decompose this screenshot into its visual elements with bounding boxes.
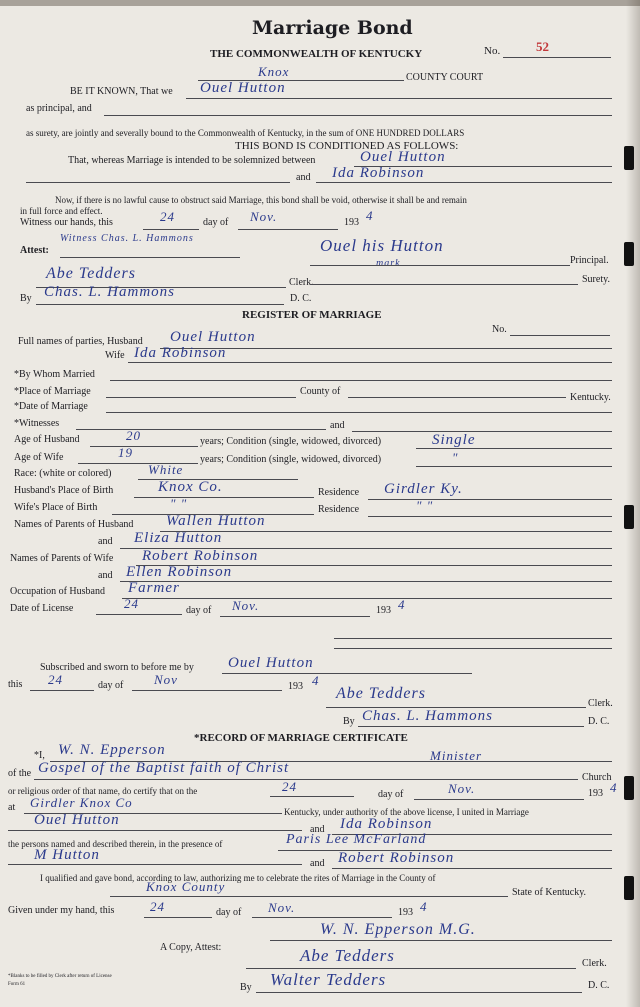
husband-birthplace-label: Husband's Place of Birth xyxy=(14,485,114,496)
attest-clerk-line xyxy=(246,968,576,969)
sworn-deputy-handwriting: Chas. L. Hammons xyxy=(362,708,494,724)
witness-hands-text: Witness our hands, this xyxy=(20,217,113,228)
principal-sign-line xyxy=(310,265,570,266)
and-mother-husband-label: and xyxy=(98,536,113,547)
wife-residence-line xyxy=(368,516,612,517)
cert-day-handwriting: 24 xyxy=(282,779,297,794)
religious-order-text: or religious order of that name, do certify that on the xyxy=(8,786,198,796)
cert-witness3-line xyxy=(332,868,612,869)
sworn-month-line xyxy=(132,690,282,691)
and-label: and xyxy=(296,172,311,183)
cert-place-handwriting: Girdler Knox Co xyxy=(30,795,133,810)
wife-residence-label: Residence xyxy=(318,504,360,515)
cert-witness-and-label: and xyxy=(310,858,325,869)
age-husband-label: Age of Husband xyxy=(14,434,80,445)
age-husband-handwriting: 20 xyxy=(126,428,141,443)
attest-line xyxy=(60,257,240,258)
condition-wife-line xyxy=(416,466,612,467)
cert-witness3-handwriting: Robert Robinson xyxy=(338,850,455,866)
blank-line xyxy=(334,638,612,639)
sworn-clerk-handwriting: Abe Tedders xyxy=(336,685,426,702)
clerk-signature-handwriting: Abe Tedders xyxy=(46,265,136,282)
copy-attest-label: A Copy, Attest: xyxy=(160,942,222,953)
attest-label: Attest: xyxy=(20,245,49,256)
husband-birthplace-handwriting: Knox Co. xyxy=(158,479,223,495)
sworn-day-handwriting: 24 xyxy=(48,672,63,687)
condition-wife-label: years; Condition (single, widowed, divorced) xyxy=(200,454,382,465)
cert-witness2-line xyxy=(8,864,302,865)
principal-label: Principal. xyxy=(570,255,609,266)
husband-name-handwriting: Ouel Hutton xyxy=(170,329,256,345)
as-principal-text: as principal, and xyxy=(26,103,92,114)
bond-month-handwriting: Nov. xyxy=(250,209,278,224)
condition-husband-line xyxy=(416,448,612,449)
license-year-prefix: 193 xyxy=(376,605,391,616)
given-day-line xyxy=(144,917,212,918)
given-hand-text: Given under my hand, this xyxy=(8,905,115,916)
cert-at-label: at xyxy=(8,802,16,813)
bond-day-handwriting: 24 xyxy=(160,209,175,224)
sworn-by-handwriting: Ouel Hutton xyxy=(228,655,314,671)
occupation-label: Occupation of Husband xyxy=(10,586,105,597)
father-husband-line xyxy=(160,531,612,532)
wife-name-line xyxy=(128,362,612,363)
mother-husband-handwriting: Eliza Hutton xyxy=(134,530,223,546)
cert-bride-handwriting: Ida Robinson xyxy=(340,816,433,832)
qualified-text: I qualified and gave bond, according to law, authorizing me to celebrate the rites of Marriage in the County of xyxy=(40,873,436,883)
minister-signature-line xyxy=(270,940,612,941)
cert-county-handwriting: Knox County xyxy=(146,879,226,894)
day-of-label: day of xyxy=(203,217,229,228)
license-day-line xyxy=(96,614,182,615)
clerk-label: Clerk. xyxy=(289,277,314,288)
cert-day-line xyxy=(270,796,354,797)
principal-line xyxy=(186,98,612,99)
blank-line xyxy=(26,182,290,183)
husband-residence-label: Residence xyxy=(318,487,360,498)
given-day-of-label: day of xyxy=(216,907,242,918)
witness-line-1 xyxy=(76,429,326,430)
sworn-year-handwriting: 4 xyxy=(312,673,320,688)
wife-birthplace-label: Wife's Place of Birth xyxy=(14,502,98,513)
attest-clerk-handwriting: Abe Tedders xyxy=(300,946,395,965)
by-whom-line xyxy=(110,380,612,381)
parents-husband-label: Names of Parents of Husband xyxy=(14,519,134,530)
given-year-prefix: 193 xyxy=(398,907,413,918)
county-of-line xyxy=(348,397,566,398)
minister-title-handwriting: Minister xyxy=(430,748,483,763)
attest-deputy-handwriting: Walter Tedders xyxy=(270,970,387,989)
state-of-kentucky-label: State of Kentucky. xyxy=(512,887,587,898)
by-label: By xyxy=(20,293,32,304)
surety-sign-line xyxy=(310,284,578,285)
binder-tab xyxy=(624,505,634,529)
attest-witness-handwriting: Witness Chas. L. Hammons xyxy=(60,233,194,244)
cert-groom-line xyxy=(8,830,302,831)
church-label: Church xyxy=(582,772,612,783)
cert-groom-handwriting: Ouel Hutton xyxy=(34,812,120,828)
bride-line xyxy=(316,182,612,183)
given-month-handwriting: Nov. xyxy=(268,900,296,915)
register-no-line xyxy=(510,335,610,336)
cert-year-handwriting: 4 xyxy=(610,780,618,795)
wife-name-handwriting: Ida Robinson xyxy=(134,345,227,361)
minister-name-handwriting: W. N. Epperson xyxy=(58,742,166,758)
father-wife-handwriting: Robert Robinson xyxy=(142,548,259,564)
father-husband-handwriting: Wallen Hutton xyxy=(166,513,266,529)
dc-label: D. C. xyxy=(290,293,312,304)
sworn-by-line xyxy=(222,673,472,674)
groom-name-handwriting: Ouel Hutton xyxy=(360,149,446,165)
given-year-handwriting: 4 xyxy=(420,899,428,914)
date-license-label: Date of License xyxy=(10,603,74,614)
year-prefix: 193 xyxy=(344,217,359,228)
place-label: *Place of Marriage xyxy=(14,386,91,397)
date-label: *Date of Marriage xyxy=(14,401,88,412)
husband-residence-line xyxy=(368,499,612,500)
condition-husband-label: years; Condition (single, widowed, divorced) xyxy=(200,436,382,447)
husband-birthplace-line xyxy=(134,497,314,498)
sworn-month-handwriting: Nov xyxy=(154,672,178,687)
attest-dc-label: D. C. xyxy=(588,980,610,991)
mother-wife-handwriting: Ellen Robinson xyxy=(126,564,233,580)
county-handwriting: Knox xyxy=(258,64,290,79)
wife-residence-handwriting: " " xyxy=(416,498,434,513)
cert-of-the-label: of the xyxy=(8,768,32,779)
sworn-clerk-label: Clerk. xyxy=(588,698,613,709)
united-text: Kentucky, under authority of the above license, I united in Marriage xyxy=(284,807,529,817)
bond-year-handwriting: 4 xyxy=(366,208,374,223)
license-day-handwriting: 24 xyxy=(124,596,139,611)
bond-number-label: No. xyxy=(484,45,501,57)
witnesses-label: *Witnesses xyxy=(14,418,60,429)
license-month-handwriting: Nov. xyxy=(232,598,260,613)
no-lawful-cause-text: Now, if there is no lawful cause to obstruct said Marriage, this bond shall be void, otherwise it shall be and remain xyxy=(55,195,467,205)
sworn-deputy-line xyxy=(358,726,584,727)
bride-name-handwriting: Ida Robinson xyxy=(332,165,425,181)
kentucky-label: Kentucky. xyxy=(570,392,611,403)
given-day-handwriting: 24 xyxy=(150,899,165,914)
blank-line xyxy=(334,648,612,649)
sworn-day-line xyxy=(30,690,94,691)
binder-tab xyxy=(624,876,634,900)
document-title: Marriage Bond xyxy=(252,17,413,39)
witness-line-2 xyxy=(352,431,612,432)
race-label: Race: (white or colored) xyxy=(14,468,112,479)
cert-county-line xyxy=(110,896,508,897)
binder-tab xyxy=(624,242,634,266)
occupation-line xyxy=(122,598,612,599)
condition-wife-handwriting: " xyxy=(452,450,459,465)
conditioned-heading: THIS BOND IS CONDITIONED AS FOLLOWS: xyxy=(235,140,459,152)
attest-clerk-label: Clerk. xyxy=(582,958,607,969)
cert-witness1-handwriting: Paris Lee McFarland xyxy=(286,832,427,847)
condition-husband-handwriting: Single xyxy=(432,432,476,448)
witnesses-and-label: and xyxy=(330,420,345,431)
surety-name-line xyxy=(104,115,612,116)
commonwealth-heading: THE COMMONWEALTH OF KENTUCKY xyxy=(210,48,423,60)
cert-month-line xyxy=(414,799,584,800)
month-line xyxy=(238,229,338,230)
given-month-line xyxy=(252,917,392,918)
wife-birthplace-handwriting: " " xyxy=(170,496,188,511)
sworn-year-prefix: 193 xyxy=(288,681,303,692)
register-no-label: No. xyxy=(492,324,507,335)
license-year-handwriting: 4 xyxy=(398,597,406,612)
attest-by-label: By xyxy=(240,982,252,993)
cert-month-handwriting: Nov. xyxy=(448,781,476,796)
age-husband-line xyxy=(90,446,198,447)
bond-number-line xyxy=(503,57,611,58)
whereas-text: That, whereas Marriage is intended to be solemnized between xyxy=(68,155,316,166)
church-line xyxy=(34,779,578,780)
surety-sum-text: as surety, are jointly and severally bound to the Commonwealth of Kentucky, in the sum of ONE HUNDRED DOLLARS xyxy=(26,128,465,138)
wife-label: Wife xyxy=(105,350,125,361)
cert-day-of-label: day of xyxy=(378,789,404,800)
license-day-of-label: day of xyxy=(186,605,212,616)
principal-name-handwriting: Ouel Hutton xyxy=(200,80,286,96)
deputy-clerk-handwriting: Chas. L. Hammons xyxy=(44,284,176,300)
day-line xyxy=(143,229,199,230)
husband-residence-handwriting: Girdler Ky. xyxy=(384,481,463,497)
sworn-dc-label: D. C. xyxy=(588,716,610,727)
certificate-heading: *RECORD OF MARRIAGE CERTIFICATE xyxy=(194,732,408,744)
binder-tab xyxy=(624,146,634,170)
license-month-line xyxy=(220,616,370,617)
binder-tab xyxy=(624,776,634,800)
subscribed-sworn-text: Subscribed and sworn to before me by xyxy=(40,662,194,673)
sworn-this-label: this xyxy=(8,679,23,690)
date-line xyxy=(106,412,612,413)
age-wife-label: Age of Wife xyxy=(14,452,64,463)
county-court-label: COUNTY COURT xyxy=(406,72,484,83)
persons-presence-text: the persons named and described therein, in the presence of xyxy=(8,839,223,849)
surety-label: Surety. xyxy=(582,274,610,285)
and-mother-wife-label: and xyxy=(98,570,113,581)
parents-wife-label: Names of Parents of Wife xyxy=(10,553,114,564)
principal-signature-handwriting: Ouel his Hutton xyxy=(320,236,444,255)
by-whom-label: *By Whom Married xyxy=(14,369,95,380)
footnote-text: *Blanks to be filled by Clerk after return of License xyxy=(8,974,112,979)
sworn-day-of-label: day of xyxy=(98,680,124,691)
attest-deputy-line xyxy=(256,992,582,993)
register-heading: REGISTER OF MARRIAGE xyxy=(242,309,382,321)
be-it-known-text: BE IT KNOWN, That we xyxy=(70,86,173,97)
place-line xyxy=(106,397,296,398)
church-handwriting: Gospel of the Baptist faith of Christ xyxy=(38,760,290,776)
minister-signature-handwriting: W. N. Epperson M.G. xyxy=(320,921,476,938)
form-number: Form 61 xyxy=(8,982,26,987)
cert-witness2-handwriting: M Hutton xyxy=(34,847,100,863)
full-names-label: Full names of parties, Husband xyxy=(18,336,143,347)
cert-and-label: and xyxy=(310,824,325,835)
race-handwriting: White xyxy=(148,462,184,477)
cert-year-prefix: 193 xyxy=(588,788,603,799)
mark-handwriting: mark xyxy=(376,258,401,269)
county-of-label: County of xyxy=(300,386,341,397)
cert-i-label: *I, xyxy=(34,750,45,761)
occupation-handwriting: Farmer xyxy=(128,580,180,596)
age-wife-handwriting: 19 xyxy=(118,445,133,460)
deputy-line xyxy=(36,304,284,305)
sworn-by-label: By xyxy=(343,716,355,727)
full-force-text: in full force and effect. xyxy=(20,206,103,216)
mother-wife-line xyxy=(120,581,612,582)
bond-number: 52 xyxy=(536,39,549,54)
husband-name-line xyxy=(160,348,612,349)
